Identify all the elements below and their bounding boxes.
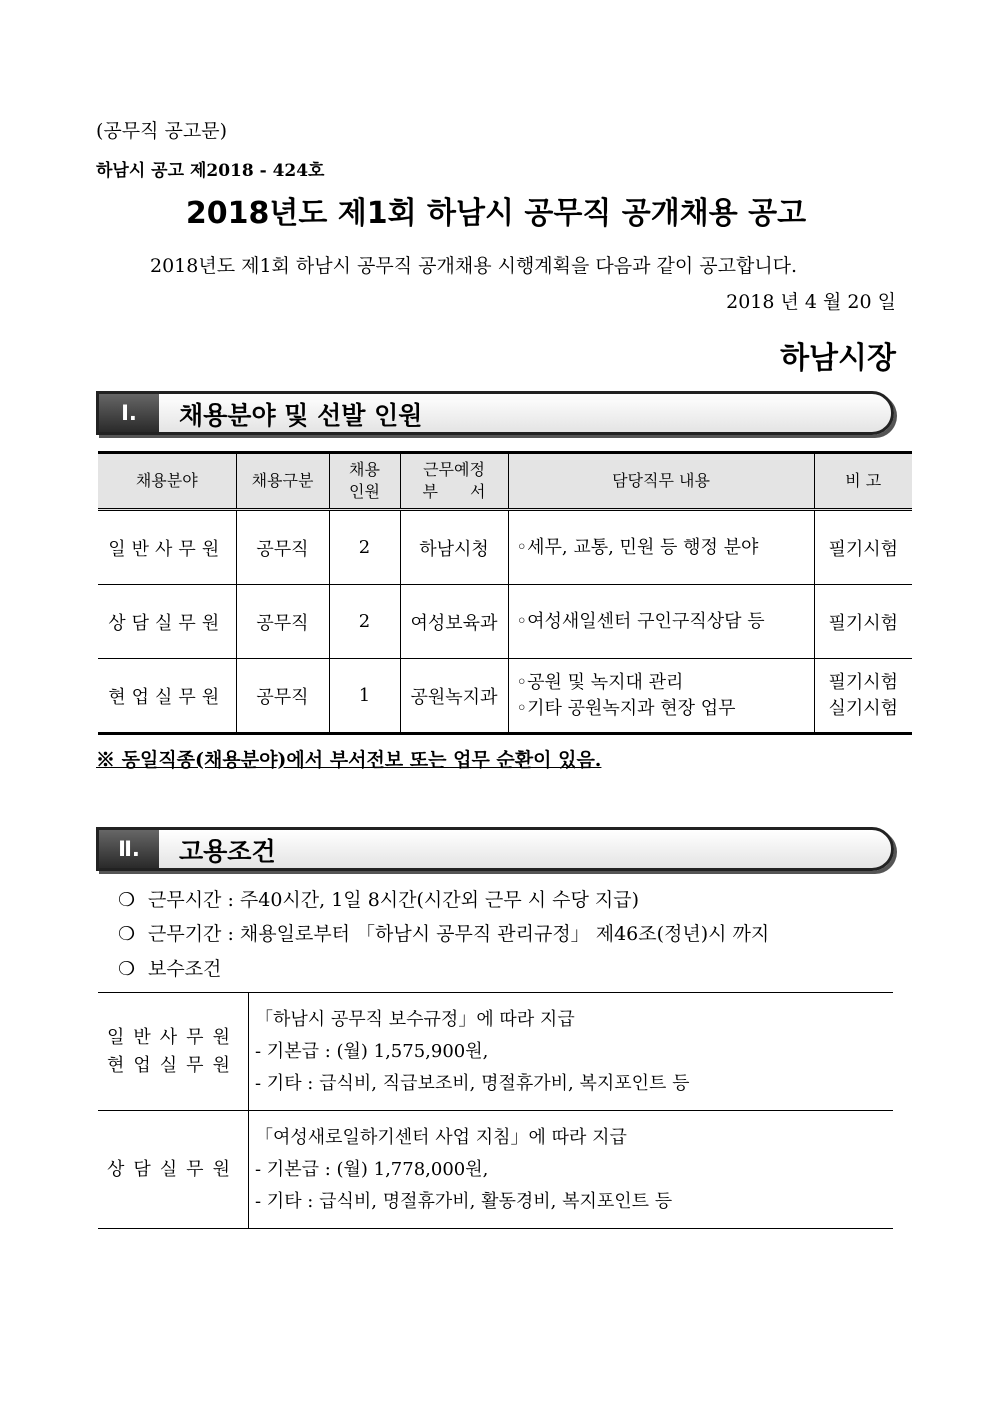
cell-type: 공무직 <box>236 585 329 659</box>
col-header: 채용분야 <box>98 453 236 510</box>
pay-line: - 기타 : 급식비, 직급보조비, 명절휴가비, 복지포인트 등 <box>255 1072 690 1094</box>
notice-date: 2018 년 4 월 20 일 <box>726 291 896 313</box>
cell-field: 상담실무원 <box>98 585 236 659</box>
condition-text: 근무기간 : 채용일로부터 「하남시 공무직 관리규정」 제46조(정년)시 까지 <box>148 923 770 945</box>
note-text: ※ 동일직종(채용분야)에서 부서전보 또는 업무 순환이 있음. <box>96 749 602 771</box>
intro-text: 2018년도 제1회 하남시 공무직 공개채용 시행계획을 다음과 같이 공고합니다. <box>150 255 798 277</box>
notice-number: 하남시 공고 제2018 - 424호 <box>96 161 325 181</box>
pay-line: - 기본급 : (월) 1,575,900원, <box>255 1040 489 1062</box>
section2-title: 고용조건 <box>179 837 276 866</box>
cell-duty: ◦공원 및 녹지대 관리 ◦기타 공원녹지과 현장 업무 <box>508 659 814 734</box>
cell-remark: 필기시험 <box>814 585 912 659</box>
cell-dept: 여성보육과 <box>400 585 508 659</box>
circle-bullet-icon: ❍ <box>118 958 136 980</box>
cell-field: 현업실무원 <box>98 659 236 734</box>
signer: 하남시장 <box>780 341 896 376</box>
pay-line: 「여성새로일하기센터 사업 지침」에 따라 지급 <box>255 1126 627 1148</box>
circle-bullet-icon: ❍ <box>118 889 136 911</box>
cell-remark: 필기시험 <box>814 510 912 585</box>
pay-line: - 기본급 : (월) 1,778,000원, <box>255 1158 489 1180</box>
cell-remark: 필기시험 실기시험 <box>814 659 912 734</box>
table-row <box>98 510 912 585</box>
pay-line: - 기타 : 급식비, 명절휴가비, 활동경비, 복지포인트 등 <box>255 1190 673 1212</box>
cell-count: 2 <box>329 510 400 585</box>
table-row <box>98 659 912 734</box>
pay-description <box>249 993 894 1111</box>
cell-dept: 공원녹지과 <box>400 659 508 734</box>
cell-type: 공무직 <box>236 510 329 585</box>
table-row <box>98 993 893 1111</box>
page-title: 2018년도 제1회 하남시 공무직 공개채용 공고 <box>185 196 807 231</box>
table-row <box>98 585 912 659</box>
col-header: 비 고 <box>814 453 912 510</box>
cell-count: 2 <box>329 585 400 659</box>
cell-duty: ◦세무, 교통, 민원 등 행정 분야 <box>508 510 814 585</box>
circle-bullet-icon: ❍ <box>118 923 136 945</box>
col-header: 채용 인원 <box>329 453 400 510</box>
col-header: 담당직무 내용 <box>508 453 814 510</box>
pay-label: 상담실무원 <box>98 1111 249 1229</box>
col-header: 근무예정 부 서 <box>400 453 508 510</box>
table-row <box>98 1111 893 1229</box>
condition-text: 보수조건 <box>148 958 222 980</box>
section2-number: Ⅱ. <box>99 830 159 868</box>
cell-count: 1 <box>329 659 400 734</box>
pay-line: 「하남시 공무직 보수규정」에 따라 지급 <box>255 1008 575 1030</box>
section1-title: 채용분야 및 선발 인원 <box>179 401 423 430</box>
col-header: 채용구분 <box>236 453 329 510</box>
recruitment-table <box>98 451 912 735</box>
condition-item <box>118 919 769 946</box>
pay-label: 일반사무원 현업실무원 <box>98 993 249 1111</box>
cell-type: 공무직 <box>236 659 329 734</box>
pay-description <box>249 1111 894 1229</box>
condition-item <box>118 885 639 912</box>
section2-header <box>96 827 894 871</box>
cell-field: 일반사무원 <box>98 510 236 585</box>
section1-number: Ⅰ. <box>99 394 159 432</box>
condition-item <box>118 954 221 981</box>
pay-table <box>98 992 893 1229</box>
section1-header <box>96 391 894 435</box>
cell-duty: ◦여성새일센터 구인구직상담 등 <box>508 585 814 659</box>
cell-dept: 하남시청 <box>400 510 508 585</box>
notice-type: (공무직 공고문) <box>96 120 227 142</box>
table-header-row <box>98 453 912 510</box>
condition-text: 근무시간 : 주40시간, 1일 8시간(시간외 근무 시 수당 지급) <box>148 889 640 911</box>
